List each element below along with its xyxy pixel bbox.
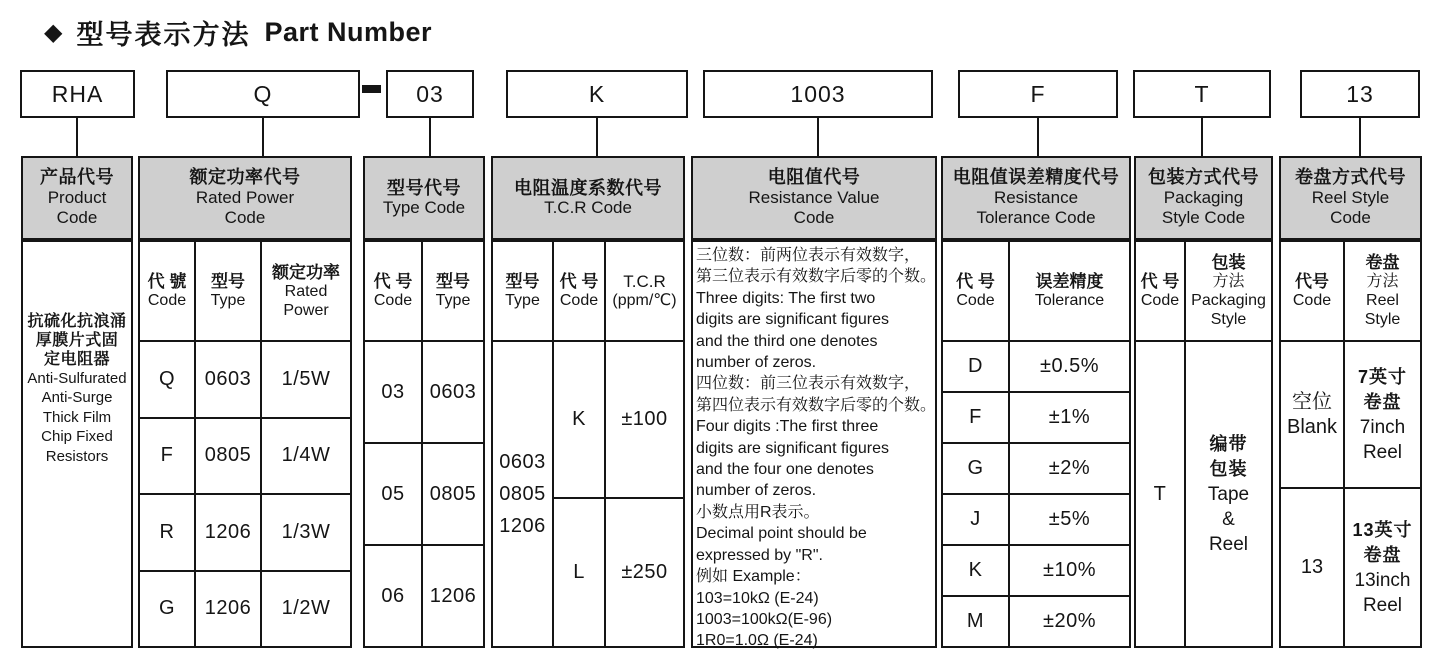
text-line: 卷盘	[1363, 544, 1402, 565]
text-line: Rated	[284, 282, 328, 300]
cell-type: 1206	[194, 493, 260, 570]
text-line: Chip Fixed	[41, 428, 113, 446]
section-type-code	[363, 156, 485, 648]
text-line: Product	[47, 187, 107, 207]
text-line: 代 号	[956, 272, 995, 291]
section-tolerance	[941, 156, 1131, 648]
section-body	[1134, 240, 1273, 648]
cell-type: 1206	[421, 544, 483, 646]
section-header	[21, 156, 133, 240]
text-line: 代 號	[147, 272, 187, 291]
text-line: Power	[283, 301, 329, 319]
section-body	[1279, 240, 1422, 648]
cell-code: M	[943, 595, 1008, 646]
text-line: 三位数：前两位表示有效数字，	[696, 247, 921, 264]
text-line: Packaging	[1191, 292, 1266, 309]
section-body	[691, 240, 937, 648]
page-title-en: Part Number	[264, 17, 433, 47]
cell-value: ±1%	[1008, 391, 1129, 442]
text-line: 定电阻器	[43, 350, 110, 368]
text-line: Style	[1364, 311, 1401, 328]
connector-line	[76, 118, 78, 157]
text-line: 第三位表示有效数字后零的个数。	[696, 268, 937, 286]
section-header	[941, 156, 1131, 240]
text-line: Reel	[1366, 292, 1399, 309]
text-line: Resistance	[993, 187, 1079, 207]
text-line: 型号代号	[387, 177, 461, 198]
text-line: and the third one denotes	[696, 332, 878, 350]
text-line: digits are significant figures	[696, 439, 889, 457]
text-line: Code	[224, 208, 266, 228]
text-line: 卷盘	[1363, 391, 1402, 412]
part-number-box-tcr: K	[506, 70, 688, 118]
page-title	[44, 13, 432, 52]
cell-type: 0805	[421, 442, 483, 544]
text-line: (ppm/℃)	[612, 292, 677, 309]
cell-value: ±250	[604, 497, 683, 646]
section-body	[491, 240, 685, 648]
col-header-tolerance	[1008, 242, 1129, 340]
text-line: Tape	[1207, 483, 1250, 505]
part-number-box-reel: 13	[1300, 70, 1420, 118]
text-line: Code	[1292, 292, 1332, 309]
cell-value: ±0.5%	[1008, 340, 1129, 391]
col-header-code	[552, 242, 604, 340]
section-resistance-value	[691, 156, 937, 648]
text-line: &	[1222, 508, 1235, 530]
text-line: Type	[505, 292, 540, 309]
section-header	[1134, 156, 1273, 240]
text-line: 代 号	[1140, 272, 1180, 291]
cell-value: ±5%	[1008, 493, 1129, 544]
text-line: 电阻温度系数代号	[514, 177, 662, 198]
text-line: 厚膜片式固	[35, 331, 119, 349]
text-line: 代 号	[373, 272, 413, 291]
cell-code	[1281, 340, 1343, 487]
col-header-style	[1343, 242, 1420, 340]
col-header-code	[943, 242, 1008, 340]
part-number-box-packaging: T	[1133, 70, 1271, 118]
connector-line	[1359, 118, 1361, 157]
text-line: Code	[1140, 292, 1180, 309]
connector-line	[1201, 118, 1203, 157]
section-body	[941, 240, 1131, 648]
text-line: 额定功率代号	[189, 167, 301, 188]
text-line: 产品代号	[40, 167, 114, 188]
section-tcr-code	[491, 156, 685, 648]
cell-reel-style	[1343, 340, 1420, 487]
text-line: and the four one denotes	[696, 461, 874, 479]
text-line: 四位数：前三位表示有效数字，	[696, 375, 921, 393]
text-line: 7英寸	[1357, 366, 1407, 387]
cell-code: 05	[365, 442, 421, 544]
section-header	[491, 156, 685, 240]
text-line: Reel	[1362, 441, 1403, 463]
text-line: 方法	[1212, 273, 1245, 290]
col-header-code	[140, 242, 194, 340]
col-header-type	[493, 242, 552, 340]
cell-power: 1/5W	[260, 340, 350, 417]
cell-value: ±100	[604, 340, 683, 497]
cell-code: R	[140, 493, 194, 570]
col-header-code	[1136, 242, 1184, 340]
resistance-value-description	[693, 242, 935, 652]
cell-code: F	[943, 391, 1008, 442]
cell-code: Q	[140, 340, 194, 417]
connector-line	[596, 118, 598, 157]
section-body	[21, 240, 133, 648]
text-line: 包装方式代号	[1148, 167, 1259, 188]
col-header-type	[194, 242, 260, 340]
text-line: Tolerance	[1034, 292, 1105, 309]
part-number-box-type: 03	[386, 70, 474, 118]
text-line: Style Code	[1161, 208, 1246, 228]
connector-line	[429, 118, 431, 157]
text-line: 额定功率	[272, 262, 340, 282]
text-line: 包装	[1211, 253, 1246, 272]
section-body	[138, 240, 352, 648]
text-line: number of zeros.	[696, 354, 817, 372]
text-line: Tolerance Code	[976, 208, 1096, 228]
text-line: 1R0=1.0Ω (E-24)	[696, 632, 818, 650]
section-reel	[1279, 156, 1422, 648]
text-line: 卷盘	[1365, 253, 1400, 272]
cell-code: G	[943, 442, 1008, 493]
text-line: 0805	[499, 483, 546, 505]
cell-code: D	[943, 340, 1008, 391]
section-header	[363, 156, 485, 240]
diamond-bullet-icon: ◆	[44, 18, 63, 46]
text-line: 卷盘方式代号	[1295, 167, 1406, 188]
text-line: 型号	[505, 272, 540, 291]
col-header-code	[365, 242, 421, 340]
text-line: Packaging	[1163, 187, 1244, 207]
col-header-code	[1281, 242, 1343, 340]
text-line: Code	[373, 292, 413, 309]
cell-code: J	[943, 493, 1008, 544]
text-line: 误差精度	[1035, 272, 1104, 291]
section-header	[691, 156, 937, 240]
cell-code	[1281, 487, 1343, 646]
text-line: 13	[1300, 556, 1324, 578]
section-header	[138, 156, 352, 240]
text-line: 1003=100kΩ(E-96)	[696, 610, 833, 628]
text-line: 103=10kΩ (E-24)	[696, 589, 819, 607]
text-line: 电阻值误差精度代号	[952, 167, 1120, 188]
cell-value: ±2%	[1008, 442, 1129, 493]
cell-code: K	[552, 340, 604, 497]
section-packaging	[1134, 156, 1273, 648]
part-number-box-product: RHA	[20, 70, 135, 118]
text-line: Type	[210, 292, 246, 309]
cell-code: G	[140, 570, 194, 647]
text-line: T.C.R	[623, 272, 666, 291]
text-line: Reel	[1208, 533, 1249, 555]
section-body	[363, 240, 485, 648]
text-line: Code	[956, 292, 995, 309]
part-number-box-value: 1003	[703, 70, 933, 118]
text-line: Reel	[1362, 594, 1403, 616]
part-number-dash	[362, 85, 381, 93]
connector-line	[1037, 118, 1039, 157]
text-line: 13英寸	[1352, 519, 1413, 540]
col-header-type	[421, 242, 483, 340]
text-line: Type	[435, 292, 471, 309]
part-number-box-tolerance: F	[958, 70, 1118, 118]
text-line: digits are significant figures	[696, 311, 889, 329]
text-line: 型号	[436, 272, 470, 291]
text-line: number of zeros.	[696, 482, 817, 500]
cell-reel-style	[1343, 487, 1420, 646]
col-header-power	[260, 242, 350, 340]
cell-power: 1/3W	[260, 493, 350, 570]
text-line: 空位	[1292, 390, 1332, 413]
text-line: Reel Style	[1311, 187, 1390, 207]
cell-type: 0805	[194, 417, 260, 494]
section-rated-power	[138, 156, 352, 648]
text-line: 0603	[499, 451, 546, 473]
col-header-style	[1184, 242, 1271, 340]
text-line: 型号	[211, 272, 245, 291]
text-line: 小数点用R表示。	[696, 503, 820, 521]
cell-packaging-style	[1184, 340, 1271, 646]
text-line: Decimal point should be	[696, 525, 867, 543]
section-header	[1279, 156, 1422, 240]
cell-code: L	[552, 497, 604, 646]
part-number-box-power: Q	[166, 70, 360, 118]
cell-type: 1206	[194, 570, 260, 647]
text-line: Code	[559, 292, 599, 309]
product-description	[23, 242, 131, 646]
text-line: 编带	[1209, 433, 1248, 454]
text-line: T.C.R Code	[544, 198, 632, 217]
text-line: Code	[147, 292, 187, 309]
col-header-tcr	[604, 242, 683, 340]
text-line: 13inch	[1354, 569, 1411, 591]
text-line: Anti-Sulfurated	[27, 369, 127, 387]
cell-code: F	[140, 417, 194, 494]
text-line: Four digits :The first three	[696, 418, 879, 436]
text-line: Style	[1210, 311, 1247, 328]
cell-code: 03	[365, 340, 421, 442]
cell-code: 06	[365, 544, 421, 646]
text-line: Code	[1330, 208, 1371, 228]
text-line: 抗硫化抗浪涌	[27, 312, 127, 330]
text-line: Rated Power	[195, 187, 295, 207]
text-line: 方法	[1366, 273, 1399, 290]
text-line: 7inch	[1359, 416, 1406, 438]
connector-line	[262, 118, 264, 157]
cell-code: K	[943, 544, 1008, 595]
text-line: Resistors	[45, 447, 109, 465]
cell-type-list	[493, 340, 552, 646]
text-line: Anti-Surge	[41, 389, 113, 407]
text-line: Code	[793, 208, 835, 228]
cell-value: ±10%	[1008, 544, 1129, 595]
text-line: Thick Film	[42, 408, 112, 426]
text-line: Blank	[1286, 415, 1338, 438]
text-line: 例如 Example：	[696, 568, 811, 586]
cell-value: ±20%	[1008, 595, 1129, 646]
connector-line	[817, 118, 819, 157]
text-line: 代 号	[559, 272, 599, 291]
text-line: Code	[56, 208, 98, 228]
text-line: 电阻值代号	[767, 167, 861, 188]
text-line: expressed by "R".	[696, 546, 823, 564]
text-line: 代号	[1295, 272, 1329, 291]
section-product-code	[21, 156, 133, 648]
cell-code: T	[1136, 340, 1184, 646]
text-line: Resistance Value	[748, 187, 880, 207]
text-line: 第四位表示有效数字后零的个数。	[696, 396, 937, 414]
cell-power: 1/4W	[260, 417, 350, 494]
text-line: 包装	[1209, 458, 1248, 479]
page-title-zh: 型号表示方法	[76, 20, 251, 50]
text-line: Type Code	[382, 198, 466, 217]
text-line: Three digits: The first two	[696, 289, 876, 307]
cell-type: 0603	[421, 340, 483, 442]
cell-power: 1/2W	[260, 570, 350, 647]
text-line: 1206	[499, 515, 546, 537]
cell-type: 0603	[194, 340, 260, 417]
